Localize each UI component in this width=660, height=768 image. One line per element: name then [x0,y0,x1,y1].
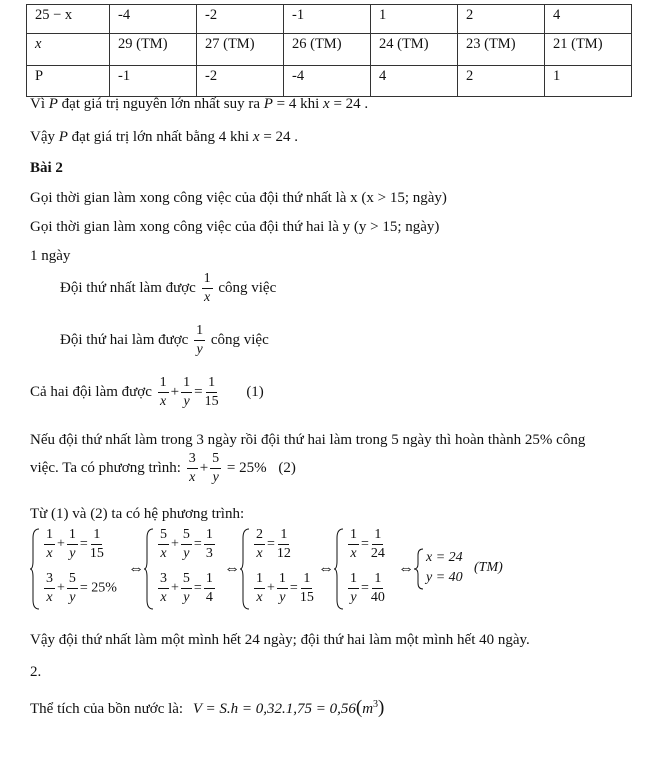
brace-icon [30,528,40,610]
paragraph: Vậy đội thứ nhất làm một mình hết 24 ngày; đội thứ hai làm một mình hết 40 ngày. [30,632,530,648]
table-cell: x [27,34,110,66]
equation-system-3: $\frac{2}{x}$ = $\frac{1}{12}$ $\frac{1}{x}$ + $\frac{1}{y}$ = $\frac{1}{15}$ [240,528,330,610]
section-heading: Bài 2 [30,160,63,176]
table-row [27,34,632,66]
table-cell: 1 [371,5,458,34]
table-cell: 23 (TM) [458,34,545,66]
brace-icon [334,528,344,610]
brace-icon [144,528,154,610]
table-cell: -2 [197,5,284,34]
table-cell: 2 [458,5,545,34]
table-cell: -1 [110,66,197,97]
table-cell: 26 (TM) [284,34,371,66]
table-row [27,66,632,97]
table-cell: -1 [284,5,371,34]
equivalence-icon: ⇔ [224,560,240,577]
equation-system-1: $\frac{1}{x}$ + $\frac{1}{y}$ = $\frac{1}{15}$ $\frac{3}{x}$ + $\frac{5}{y}$ = 25% [30,528,130,610]
second-team-rate: Đội thứ hai làm được $\frac{1}{y}$ công việc [60,323,269,357]
table-cell: 27 (TM) [197,34,284,66]
table-cell: -4 [284,66,371,97]
solution-system: x = 24 y = 40 (TM) [414,548,514,590]
table-cell: 24 (TM) [371,34,458,66]
table-cell: 4 [545,5,632,34]
value-table [26,4,632,97]
fraction: $\frac{1}{x}$ [203,271,211,305]
table-cell: 21 (TM) [545,34,632,66]
equivalence-icon: ⇔ [128,560,144,577]
paragraph: 1 ngày [30,248,71,264]
equivalence-icon: ⇔ [318,560,334,577]
brace-icon [240,528,250,610]
conclusion-line-2: Vậy P đạt giá trị lớn nhất bằng 4 khi x = 24 . [30,129,299,145]
table-row [27,5,632,34]
equation-2: việc. Ta có phương trình: $\frac{3}{x}$ + $\frac{5}{y}$ = 25% (2) [30,451,296,485]
paragraph: Nếu đội thứ nhất làm trong 3 ngày rồi đội thứ hai làm trong 5 ngày thì hoàn thành 25% công [30,432,586,448]
table-cell: 2 [458,66,545,97]
equivalence-icon: ⇔ [398,560,414,577]
table-cell: 25 − x [27,5,110,34]
table-cell: -2 [197,66,284,97]
volume-line: Thể tích của bồn nước là: $V = S.h = 0,32.1,75 = 0,56(m^3)$ [30,697,385,718]
brace-icon [414,548,424,590]
paragraph: Gọi thời gian làm xong công việc của đội thứ hai là y (y > 15; ngày) [30,219,440,235]
table-cell: P [27,66,110,97]
paragraph: 2. [30,664,42,680]
table-cell: -4 [110,5,197,34]
paragraph: Từ (1) và (2) ta có hệ phương trình: [30,506,245,522]
equation-1: Cả hai đội làm được $\frac{1}{x}$ + $\frac{1}{y}$ = $\frac{1}{15}$ (1) [30,375,264,409]
first-team-rate: Đội thứ nhất làm được $\frac{1}{x}$ công việc [60,271,277,305]
paragraph: Gọi thời gian làm xong công việc của đội thứ nhất là x (x > 15; ngày) [30,190,447,206]
table-cell: 4 [371,66,458,97]
table-cell: 1 [545,66,632,97]
equation-system-2: $\frac{5}{x}$ + $\frac{5}{y}$ = $\frac{1}{3}$ $\frac{3}{x}$ + $\frac{5}{y}$ = $\frac{1}{4}$ [144,528,230,610]
conclusion-line-1: Vì P đạt giá trị nguyên lớn nhất suy ra P = 4 khi x = 24 . [30,96,369,112]
equation-system-4: $\frac{1}{x}$ = $\frac{1}{24}$ $\frac{1}{y}$ = $\frac{1}{40}$ [334,528,406,610]
table-cell: 29 (TM) [110,34,197,66]
fraction: $\frac{1}{y}$ [196,323,204,357]
